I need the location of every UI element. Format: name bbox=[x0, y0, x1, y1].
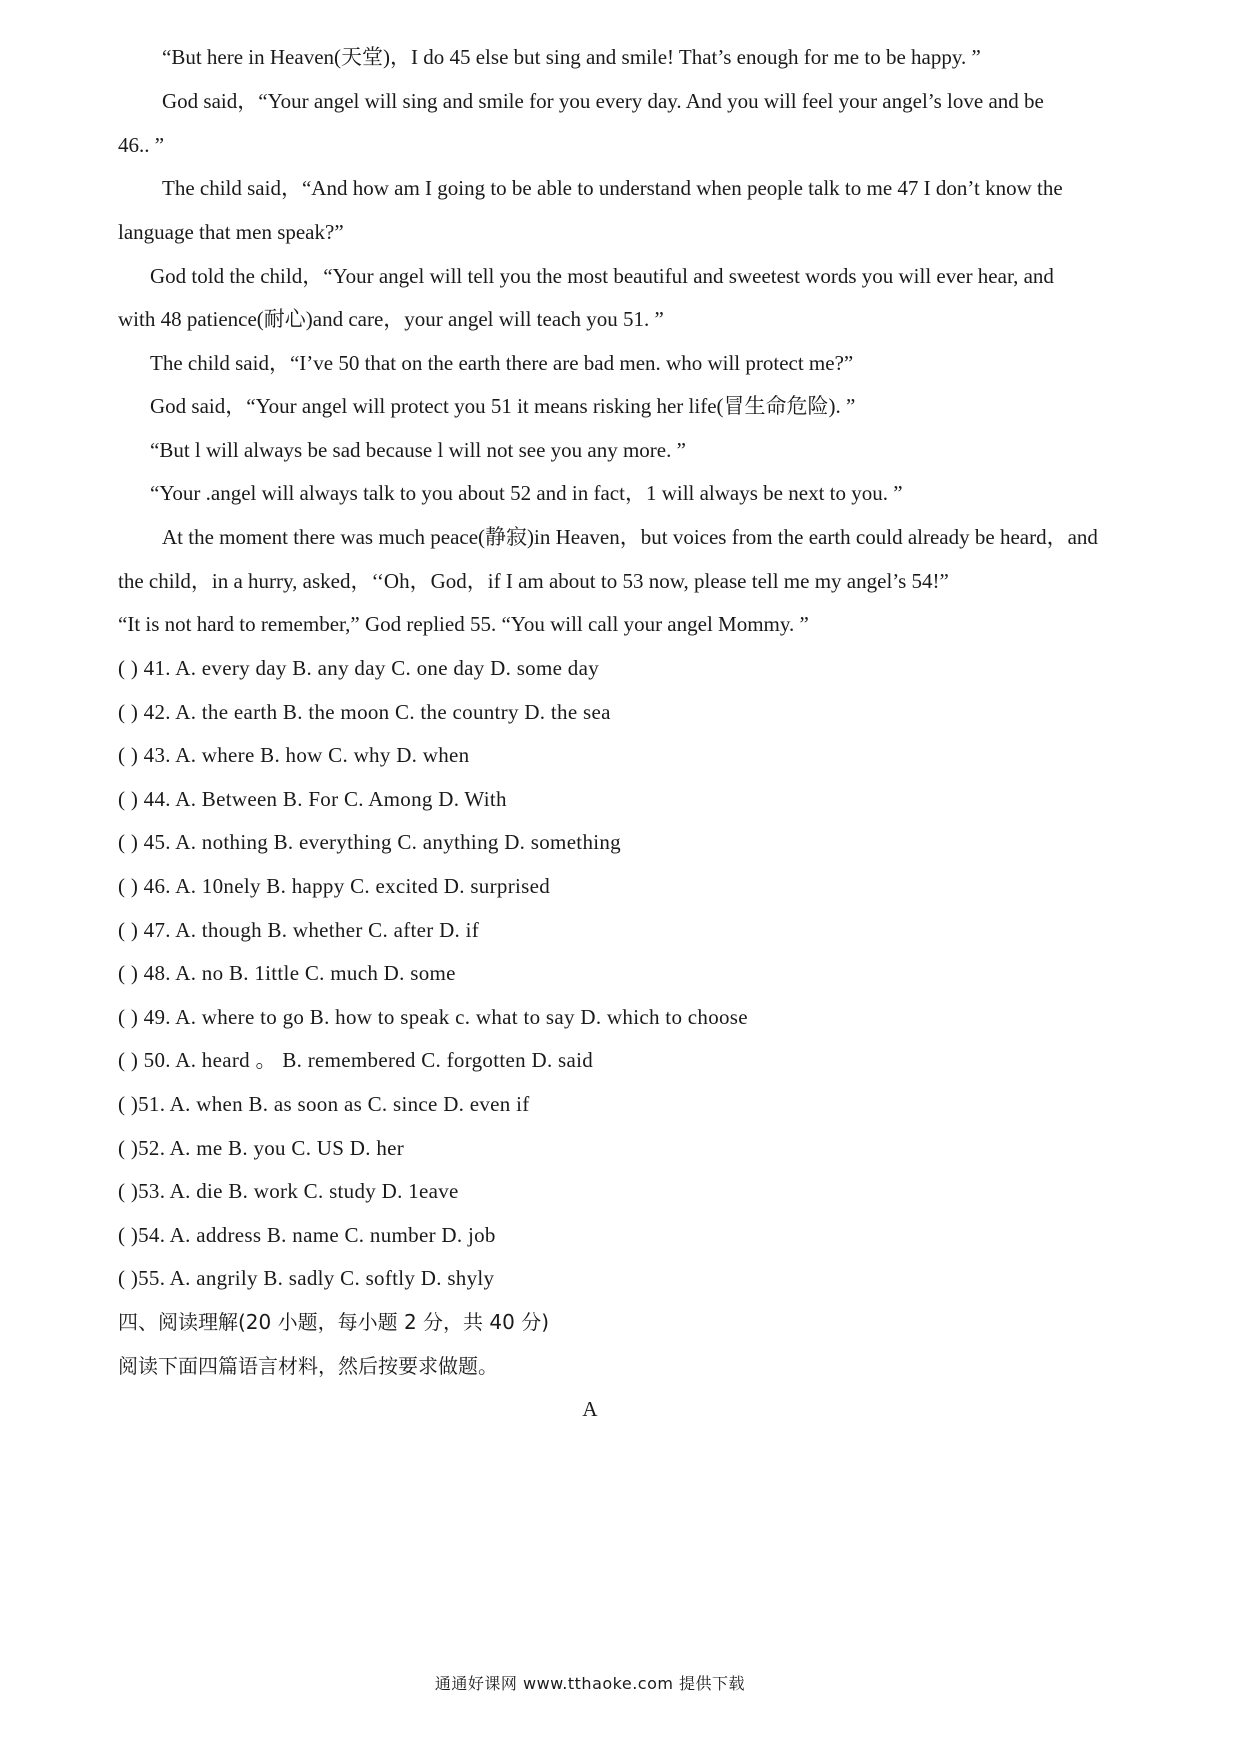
question-option-line: ( ) 50. A. heard 。 B. remembered C. forgotten D. said bbox=[118, 1048, 594, 1072]
passage-line: the child，in a hurry, asked，‘‘Oh，God，if I am about to 53 now, please tell me my angel’s 54!” bbox=[118, 569, 949, 593]
question-option-line: ( ) 47. A. though B. whether C. after D. if bbox=[118, 918, 480, 942]
passage-line: language that men speak?” bbox=[118, 220, 344, 244]
passage-line: God said，“Your angel will protect you 51 it means risking her life(冒生命危险). ” bbox=[150, 394, 856, 418]
passage-line: At the moment there was much peace(静寂)in Heaven，but voices from the earth could already be heard，and bbox=[162, 525, 1098, 549]
passage-line: God said，“Your angel will sing and smile for you every day. And you will feel your angel’s love and be bbox=[162, 89, 1044, 113]
part-letter: A bbox=[582, 1397, 598, 1421]
page-footer: 通通好课网 www.tthaoke.com 提供下载 bbox=[434, 1674, 746, 1693]
question-option-line: ( )53. A. die B. work C. study D. 1eave bbox=[118, 1179, 459, 1203]
passage-line: “But here in Heaven(天堂)，I do 45 else but sing and smile! That’s enough for me to be happy. ” bbox=[162, 45, 981, 69]
question-option-line: ( ) 45. A. nothing B. everything C. anything D. something bbox=[118, 830, 621, 854]
passage-line: God told the child，“Your angel will tell you the most beautiful and sweetest words you will ever hear, and bbox=[150, 264, 1054, 288]
passage-line: The child said，“And how am I going to be able to understand when people talk to me 47 I don’t know the bbox=[162, 176, 1063, 200]
question-option-line: ( ) 49. A. where to go B. how to speak c. what to say D. which to choose bbox=[118, 1005, 748, 1029]
question-option-line: ( ) 43. A. where B. how C. why D. when bbox=[118, 743, 470, 767]
passage-line: 46.. ” bbox=[118, 133, 165, 157]
question-option-line: ( ) 42. A. the earth B. the moon C. the country D. the sea bbox=[118, 700, 611, 724]
question-option-line: ( )51. A. when B. as soon as C. since D. even if bbox=[118, 1092, 530, 1116]
passage-line: “Your .angel will always talk to you about 52 and in fact，1 will always be next to you. ” bbox=[150, 481, 903, 505]
question-option-line: ( )54. A. address B. name C. number D. job bbox=[118, 1223, 496, 1247]
section-title: 四、阅读理解(20 小题，每小题 2 分，共 40 分) bbox=[118, 1310, 550, 1334]
passage-line: “But l will always be sad because l will not see you any more. ” bbox=[150, 438, 686, 462]
question-option-line: ( ) 41. A. every day B. any day C. one day D. some day bbox=[118, 656, 600, 680]
question-option-line: ( ) 48. A. no B. 1ittle C. much D. some bbox=[118, 961, 456, 985]
passage-line: The child said，“I’ve 50 that on the earth there are bad men. who will protect me?” bbox=[150, 351, 854, 375]
passage-line: “It is not hard to remember,” God replied 55. “You will call your angel Mommy. ” bbox=[118, 612, 809, 636]
question-option-line: ( )52. A. me B. you C. US D. her bbox=[118, 1136, 405, 1160]
question-option-line: ( )55. A. angrily B. sadly C. softly D. shyly bbox=[118, 1266, 495, 1290]
question-option-line: ( ) 46. A. 10nely B. happy C. excited D. surprised bbox=[118, 874, 551, 898]
question-option-line: ( ) 44. A. Between B. For C. Among D. With bbox=[118, 787, 507, 811]
section-instruction: 阅读下面四篇语言材料，然后按要求做题。 bbox=[118, 1354, 498, 1378]
passage-line: with 48 patience(耐心)and care，your angel will teach you 51. ” bbox=[118, 307, 664, 331]
